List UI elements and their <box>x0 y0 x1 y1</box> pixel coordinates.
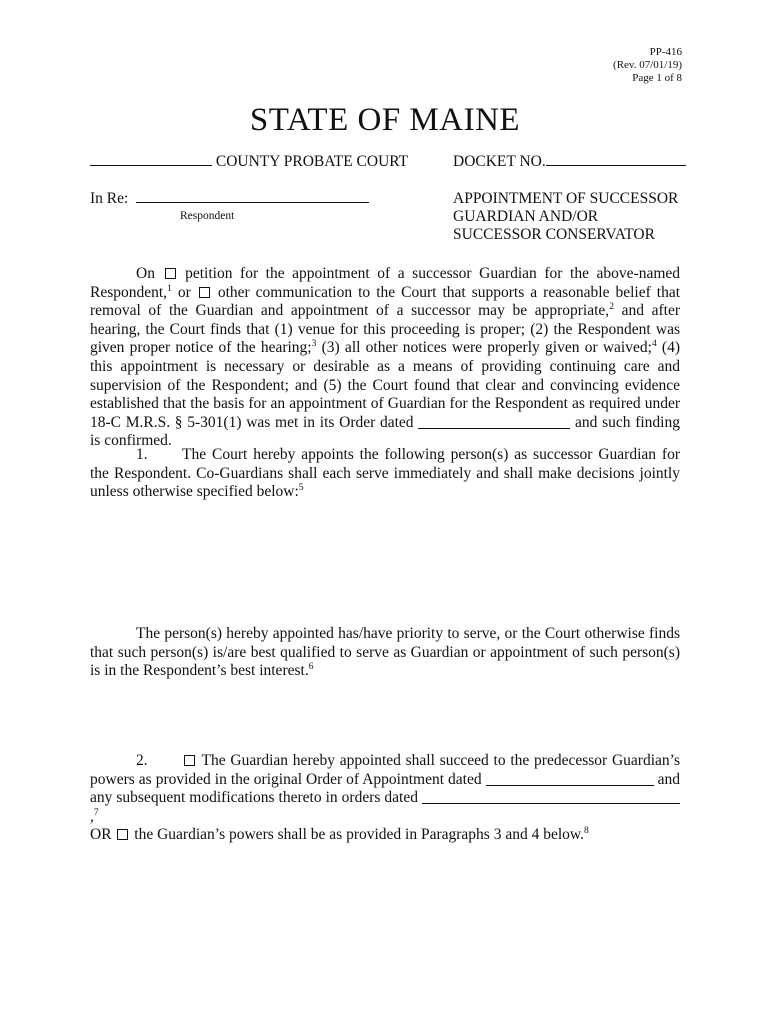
footnote-2: 2 <box>609 302 614 313</box>
intro-on: On <box>136 265 155 282</box>
paragraph-2-comma: , <box>90 807 94 825</box>
order-date-blank[interactable] <box>418 415 570 429</box>
intro-text-c: other communication to the Court that supports a reasonable belief that removal of the Guardian and appointment of a successor may be appropriate, <box>90 283 681 320</box>
docket-blank[interactable] <box>546 153 686 166</box>
paragraph-2-text-a: The Guardian hereby appointed shall succeed to the predecessor Guardian’s powers as provided in the original Order of Appointment dated <box>90 752 680 788</box>
priority-paragraph <box>90 625 680 681</box>
document-title <box>453 190 678 244</box>
respondent-name-blank[interactable] <box>136 190 369 203</box>
paragraph-2 <box>90 752 680 845</box>
county-court-line <box>90 153 408 171</box>
petition-checkbox[interactable] <box>165 268 176 279</box>
form-header <box>613 46 682 85</box>
intro-text-d: and after hearing, the Court finds that (1) venue for this proceeding is proper; (2) the Respondent was given proper notice of the hearing; <box>90 302 680 357</box>
modification-dates-blank[interactable] <box>422 790 680 804</box>
docket-line <box>453 153 686 171</box>
paragraph-1 <box>90 446 680 502</box>
footnote-6: 6 <box>308 662 314 673</box>
paragraph-1-number: 1. <box>136 446 148 463</box>
paragraph-1-text: The Court hereby appoints the following person(s) as successor Guardian for the Respondent. Co-Guardians shall each serve immediately and shall make decisions jointly unless otherwise specified below: <box>90 446 680 501</box>
footnote-7: 7 <box>93 807 99 818</box>
other-communication-checkbox[interactable] <box>199 287 210 298</box>
footnote-8: 8 <box>583 826 589 837</box>
footnote-1: 1 <box>167 283 172 294</box>
form-revision: (Rev. 07/01/19) <box>613 59 682 71</box>
paragraph-2-or: OR <box>90 826 112 844</box>
intro-paragraph <box>90 265 680 451</box>
county-court-label: COUNTY PROBATE COURT <box>215 153 409 170</box>
page-number: Page 1 of 8 <box>632 72 682 84</box>
intro-text-e: (3) all other notices were properly given or waived; <box>316 339 652 357</box>
original-order-date-blank[interactable] <box>486 772 654 786</box>
priority-text: The person(s) hereby appointed has/have priority to serve, or the Court otherwise finds that such person(s) is/are best qualified to serve as Guardian or appointment of such person(s) is in the Respondent’s best interest. <box>90 625 680 680</box>
paragraph-2-text-b: and any subsequent modifications thereto in orders dated <box>90 770 681 807</box>
in-re-line <box>90 190 369 208</box>
paragraphs-3-4-checkbox[interactable] <box>117 829 128 840</box>
footnote-3: 3 <box>311 339 317 350</box>
succeed-powers-checkbox[interactable] <box>184 755 195 766</box>
docket-label: DOCKET NO. <box>453 153 546 170</box>
respondent-label: Respondent <box>180 210 235 222</box>
document-title-line1: APPOINTMENT OF SUCCESSOR <box>453 190 679 207</box>
document-heading: STATE OF MAINE <box>249 102 521 138</box>
intro-text-f: (4) this appointment is necessary or desirable as a means of providing continuing care and supervision of the Respondent; and (5) the Court found that clear and convincing evidence established that the basis for an appointment of Guardian for the Respondent as required under 18-C M.R.S. § 5-301(1) was met in its Order dated <box>90 339 681 431</box>
intro-text-g: and such finding is confirmed. <box>90 413 680 450</box>
form-number: PP-416 <box>649 46 682 58</box>
paragraph-2-number: 2. <box>136 752 148 769</box>
paragraph-2-text-e: the Guardian’s powers shall be as provided in Paragraphs 3 and 4 below. <box>134 826 584 844</box>
document-title-line2: GUARDIAN AND/OR <box>453 208 599 225</box>
intro-text-b: or <box>171 283 191 301</box>
in-re-label: In Re: <box>90 190 129 207</box>
footnote-4: 4 <box>651 339 657 350</box>
document-title-line3: SUCCESSOR CONSERVATOR <box>453 226 655 243</box>
county-blank[interactable] <box>90 153 212 166</box>
intro-text-a: petition for the appointment of a successor Guardian for the above-named Respondent, <box>90 265 681 301</box>
footnote-5: 5 <box>298 483 304 494</box>
